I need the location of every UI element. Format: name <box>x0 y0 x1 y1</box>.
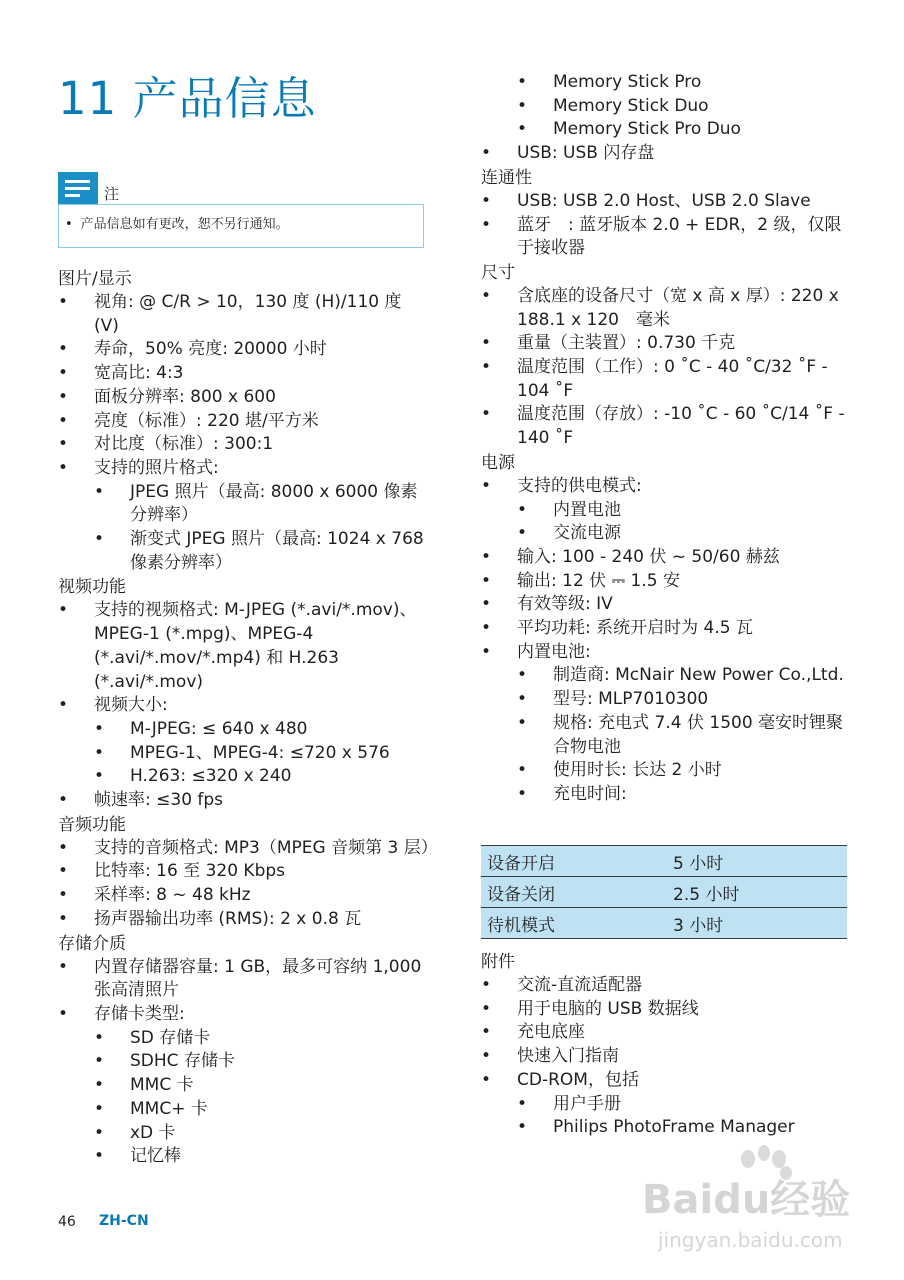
sub-list-item: • 记忆棒 <box>94 1145 430 1169</box>
list-item: • 采样率: 8 ~ 48 kHz <box>58 884 430 908</box>
sub-list-item: • H.263: ≤320 x 240 <box>94 765 430 789</box>
note-header <box>58 172 424 204</box>
list-item: • 支持的照片格式: • JPEG 照片（最高: 8000 x 6000 像素分辨率） • 渐变式 JPEG 照片（最高: 1024 x 768 像素分辨率） <box>58 457 430 576</box>
list-item: • 存储卡类型: • SD 存储卡 • SDHC 存储卡 • MMC 卡 • MMC+ 卡 • xD 卡 • 记忆棒 <box>58 1003 430 1169</box>
sub-list-item: • MMC 卡 <box>94 1074 430 1098</box>
list-item: • 亮度（标准）: 220 堪/平方米 <box>58 410 430 434</box>
list-item: • 支持的供电模式: • 内置电池 • 交流电源 <box>481 475 853 546</box>
list-item: • 平均功耗: 系统开启时为 4.5 瓦 <box>481 617 853 641</box>
list-item: • 重量（主装置）: 0.730 千克 <box>481 332 853 356</box>
list-item: • 对比度（标准）: 300:1 <box>58 433 430 457</box>
list-item: • 帧速率: ≤30 fps <box>58 789 430 813</box>
sub-list-item: • Memory Stick Pro Duo <box>517 118 853 142</box>
sub-list-item: • JPEG 照片（最高: 8000 x 6000 像素分辨率） <box>94 481 430 528</box>
table-row <box>481 846 847 877</box>
list-item: • 宽高比: 4:3 <box>58 362 430 386</box>
page-number: 46 <box>58 1214 76 1230</box>
language-code: ZH-CN <box>99 1213 149 1229</box>
note-label: 注 <box>104 185 120 203</box>
list-item: • 内置电池: • 制造商: McNair New Power Co.,Ltd. • 型号: MLP7010300 • 规格: 充电式 7.4 伏 1500 毫安时锂聚合物电池 • 使用时长: 长达 2 小时 • 充电时间: <box>481 641 853 807</box>
list-item: • 输出: 12 伏 ⎓ 1.5 安 <box>481 570 853 594</box>
heading-picture: 图片/显示 <box>58 269 132 289</box>
table-cell: 设备开启 <box>481 846 665 877</box>
sub-list-item: • 型号: MLP7010300 <box>517 688 853 712</box>
list-item: • 快速入门指南 <box>481 1045 853 1069</box>
heading-storage: 存储介质 <box>58 933 126 954</box>
table-row <box>481 877 847 908</box>
sub-list-item: • M-JPEG: ≤ 640 x 480 <box>94 718 430 742</box>
page-title: 11 产品信息 <box>58 72 317 125</box>
sub-list-item: • MMC+ 卡 <box>94 1098 430 1122</box>
section-accessories <box>481 950 853 1140</box>
list-item: • 用于电脑的 USB 数据线 <box>481 998 853 1022</box>
list-item: • 寿命，50% 亮度: 20000 小时 <box>58 338 430 362</box>
list-item: • 交流-直流适配器 <box>481 974 853 998</box>
watermark-url: jingyan.baidu.com <box>658 1228 843 1252</box>
heading-dimensions: 尺寸 <box>481 262 515 283</box>
table-cell: 2.5 小时 <box>665 877 847 908</box>
heading-accessories: 附件 <box>481 952 515 972</box>
sub-list-item: • 使用时长: 长达 2 小时 <box>517 759 853 783</box>
list-item: • 蓝牙 : 蓝牙版本 2.0 + EDR，2 级，仅限于接收器 <box>481 214 853 261</box>
note-body: • 产品信息如有更改，恕不另行通知。 <box>58 204 424 248</box>
heading-power: 电源 <box>481 452 515 473</box>
note-box <box>58 172 424 248</box>
list-item: • 温度范围（工作）: 0 ˚C - 40 ˚C/32 ˚F - 104 ˚F <box>481 356 853 403</box>
list-item: • 支持的音频格式: MP3（MPEG 音频第 3 层） <box>58 837 430 861</box>
baidu-watermark-logo <box>640 1145 855 1255</box>
list-item: • 内置存储器容量: 1 GB，最多可容纳 1,000 张高清照片 <box>58 956 430 1003</box>
sub-list-item: • 制造商: McNair New Power Co.,Ltd. <box>517 664 853 688</box>
list-item: • 含底座的设备尺寸（宽 x 高 x 厚）: 220 x 188.1 x 120 毫米 <box>481 285 853 332</box>
heading-video: 视频功能 <box>58 577 126 598</box>
charge-time-table <box>481 845 847 939</box>
sub-list-item: • 充电时间: <box>517 783 853 807</box>
sub-list-item: • MPEG-1、MPEG-4: ≤720 x 576 <box>94 742 430 766</box>
list-item: • 视角: @ C/R > 10，130 度 (H)/110 度 (V) <box>58 291 430 338</box>
sub-list-item: • 内置电池 <box>517 499 853 523</box>
list-item: • USB: USB 2.0 Host、USB 2.0 Slave <box>481 190 853 214</box>
table-cell: 设备关闭 <box>481 877 665 908</box>
sub-list-item: • SDHC 存储卡 <box>94 1050 430 1074</box>
note-icon <box>58 172 98 204</box>
sub-list-item: • SD 存储卡 <box>94 1027 430 1051</box>
heading-audio: 音频功能 <box>58 814 126 835</box>
table-cell: 3 小时 <box>665 908 847 939</box>
list-item: • 视频大小: • M-JPEG: ≤ 640 x 480 • MPEG-1、MPEG-4: ≤720 x 576 • H.263: ≤320 x 240 <box>58 694 430 789</box>
note-text: 产品信息如有更改，恕不另行通知。 <box>80 217 289 232</box>
sub-list-item: • Philips PhotoFrame Manager <box>517 1116 853 1140</box>
table-row <box>481 908 847 939</box>
list-item: • 支持的视频格式: M-JPEG (*.avi/*.mov)、MPEG-1 (*.mpg)、MPEG-4 (*.avi/*.mov/*.mp4) 和 H.263 (*.avi/*.mov) <box>58 599 430 694</box>
list-item: • CD-ROM，包括 • 用户手册 • Philips PhotoFrame Manager <box>481 1069 853 1140</box>
section-picture <box>58 267 438 1169</box>
table-cell: 待机模式 <box>481 908 665 939</box>
sub-list-item: • Memory Stick Duo <box>517 95 853 119</box>
list-item: • 温度范围（存放）: -10 ˚C - 60 ˚C/14 ˚F - 140 ˚F <box>481 403 853 450</box>
sub-list-item: • xD 卡 <box>94 1122 430 1146</box>
section-right-top <box>481 71 853 807</box>
list-item: • 充电底座 <box>481 1021 853 1045</box>
heading-connectivity: 连通性 <box>481 167 532 188</box>
list-item: • 比特率: 16 至 320 Kbps <box>58 860 430 884</box>
sub-list-item: • 交流电源 <box>517 522 853 546</box>
list-item: • USB: USB 闪存盘 <box>481 142 853 166</box>
list-item: • 扬声器输出功率 (RMS): 2 x 0.8 瓦 <box>58 908 430 932</box>
list-item: • 输入: 100 - 240 伏 ~ 50/60 赫兹 <box>481 546 853 570</box>
list-item: • 有效等级: IV <box>481 593 853 617</box>
sub-list-item: • Memory Stick Pro <box>517 71 853 95</box>
list-item: • 面板分辨率: 800 x 600 <box>58 386 430 410</box>
sub-list-item: • 渐变式 JPEG 照片（最高: 1024 x 768 像素分辨率） <box>94 528 430 575</box>
sub-list-item: • 规格: 充电式 7.4 伏 1500 毫安时锂聚合物电池 <box>517 712 853 759</box>
watermark-brand: Baidu经验 <box>642 1177 851 1223</box>
table-cell: 5 小时 <box>665 846 847 877</box>
sub-list-item: • 用户手册 <box>517 1093 853 1117</box>
